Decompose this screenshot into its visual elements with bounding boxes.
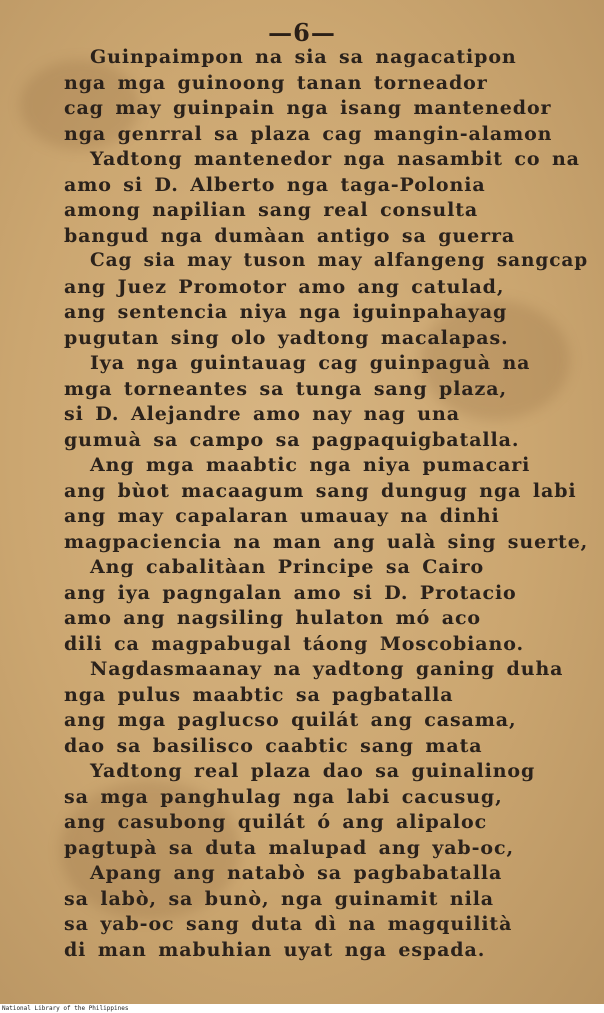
verse-line: amo ang nagsiling hulaton mó aco <box>64 607 481 629</box>
verse-line: ang iya pagngalan amo si D. Protacio <box>64 582 517 604</box>
verse-line: Iya nga guintauag cag guinpaguà na <box>90 352 531 374</box>
verse-line: pugutan sing olo yadtong macalapas. <box>64 327 509 349</box>
verse-line: Guinpaimpon na sia sa nagacatipon <box>90 46 517 68</box>
verse-line: Yadtong mantenedor nga nasambit co na <box>90 148 580 170</box>
verse-line: sa labò, sa bunò, nga guinamit nila <box>64 888 495 910</box>
verse-line: nga pulus maabtic sa pagbatalla <box>64 684 454 706</box>
verse-line: Ang cabalitàan Principe sa Cairo <box>90 556 485 578</box>
verse-line: ang casubong quilát ó ang alipaloc <box>64 811 488 833</box>
verse-line: dao sa basilisco caabtic sang mata <box>64 735 483 757</box>
verse-line: nga mga guinoong tanan torneador <box>64 72 488 94</box>
verse-line: magpaciencia na man ang ualà sing suerte, <box>64 531 589 553</box>
verse-line: ang Juez Promotor amo ang catulad, <box>64 276 505 298</box>
verse-line: pagtupà sa duta malupad ang yab-oc, <box>64 837 514 859</box>
verse-line: Yadtong real plaza dao sa guinalinog <box>90 760 536 782</box>
verse-line: sa yab-oc sang duta dì na magquilità <box>64 913 513 935</box>
verse-line: gumuà sa campo sa pagpaquigbatalla. <box>64 429 520 451</box>
verse-line: ang bùot macaagum sang dungug nga labi <box>64 480 577 502</box>
verse-line: Nagdasmaanay na yadtong ganing duha <box>90 658 564 680</box>
verse-line: ang sentencia niya nga iguinpahayag <box>64 301 508 323</box>
verse-line: Cag sia may tuson may alfangeng sangcap <box>90 250 589 271</box>
verse-line: nga genrral sa plaza cag mangin-alamon <box>64 123 553 145</box>
verse-line: mga torneantes sa tunga sang plaza, <box>64 378 507 400</box>
verse-line: ang may capalaran umauay na dinhi <box>64 505 500 527</box>
verse-line: bangud nga dumàan antigo sa guerra <box>64 225 516 247</box>
verse-line: dili ca magpabugal táong Moscobiano. <box>64 633 524 655</box>
verse-line: sa mga panghulag nga labi cacusug, <box>64 786 503 808</box>
verse-line: cag may guinpain nga isang mantenedor <box>64 97 552 119</box>
verse-line: Apang ang natabò sa pagbabatalla <box>90 862 503 884</box>
verse-line: Ang mga maabtic nga niya pumacari <box>90 454 531 476</box>
verse-line: amo si D. Alberto nga taga-Polonia <box>64 174 486 196</box>
verse-line: among napilian sang real consulta <box>64 199 479 221</box>
verse-line: di man mabuhian uyat nga espada. <box>64 939 486 961</box>
verse-line: si D. Alejandre amo nay nag una <box>64 403 460 425</box>
library-credit: National Library of the Philippines <box>2 1005 129 1012</box>
verse-line: ang mga paglucso quilát ang casama, <box>64 709 517 731</box>
page-number: —6— <box>268 18 336 47</box>
